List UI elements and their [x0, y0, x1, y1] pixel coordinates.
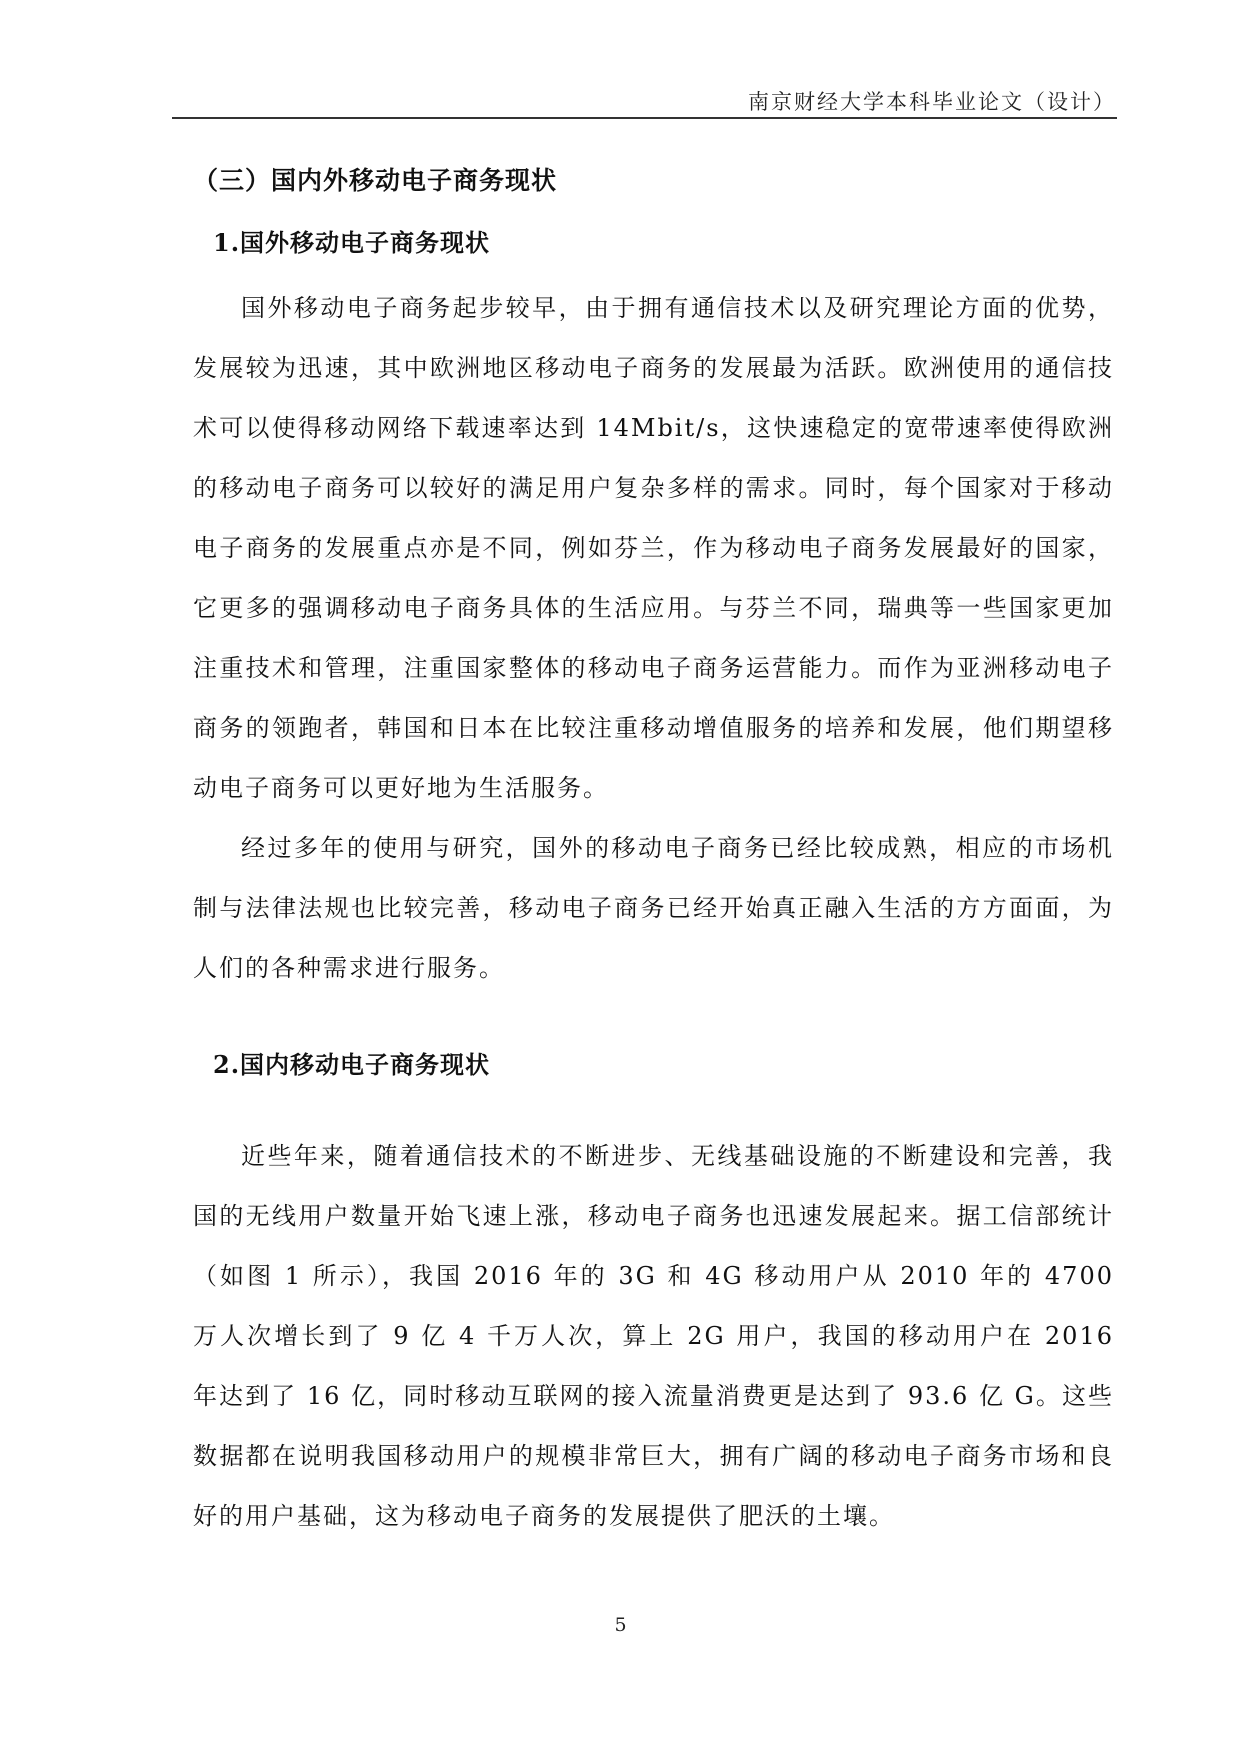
- page-number: 5: [614, 1614, 627, 1636]
- paragraph-foreign-1: 国外移动电子商务起步较早，由于拥有通信技术以及研究理论方面的优势，发展较为迅速，其中欧洲地区移动电子商务的发展最为活跃。欧洲使用的通信技术可以使得移动网络下载速率达到 14Mbit/s，这快速稳定的宽带速率使得欧洲的移动电子商务可以较好的满足用户复杂多样的需求。同时，每个国家对于移动电子商务的发展重点亦是不同，例如芬兰，作为移动电子商务发展最好的国家，它更多的强调移动电子商务具体的生活应用。与芬兰不同，瑞典等一些国家更加注重技术和管理，注重国家整体的移动电子商务运营能力。而作为亚洲移动电子商务的领跑者，韩国和日本在比较注重移动增值服务的培养和发展，他们期望移动电子商务可以更好地为生活服务。: [193, 294, 1114, 802]
- header-rule: [172, 117, 1117, 119]
- page-header-title: 南京财经大学本科毕业论文（设计）: [748, 90, 1116, 114]
- subsection-heading-domestic: 2.国内移动电子商务现状: [213, 1050, 491, 1079]
- section-heading: （三）国内外移动电子商务现状: [193, 166, 558, 195]
- paragraph-foreign-2: 经过多年的使用与研究，国外的移动电子商务已经比较成熟，相应的市场机制与法律法规也比较完善，移动电子商务已经开始真正融入生活的方方面面，为人们的各种需求进行服务。: [193, 834, 1114, 982]
- paragraph-domestic-1: 近些年来，随着通信技术的不断进步、无线基础设施的不断建设和完善，我国的无线用户数量开始飞速上涨，移动电子商务也迅速发展起来。据工信部统计（如图 1 所示），我国 2016 年的 3G 和 4G 移动用户从 2010 年的 4700 万人次增长到了 9 亿 4 千万人次，算上 2G 用户，我国的移动用户在 2016 年达到了 16 亿，同时移动互联网的接入流量消费更是达到了 93.6 亿 G。这些数据都在说明我国移动用户的规模非常巨大，拥有广阔的移动电子商务市场和良好的用户基础，这为移动电子商务的发展提供了肥沃的土壤。: [193, 1142, 1114, 1530]
- document-body: [193, 160, 1114, 1546]
- subsection-heading-foreign: 1.国外移动电子商务现状: [213, 228, 491, 257]
